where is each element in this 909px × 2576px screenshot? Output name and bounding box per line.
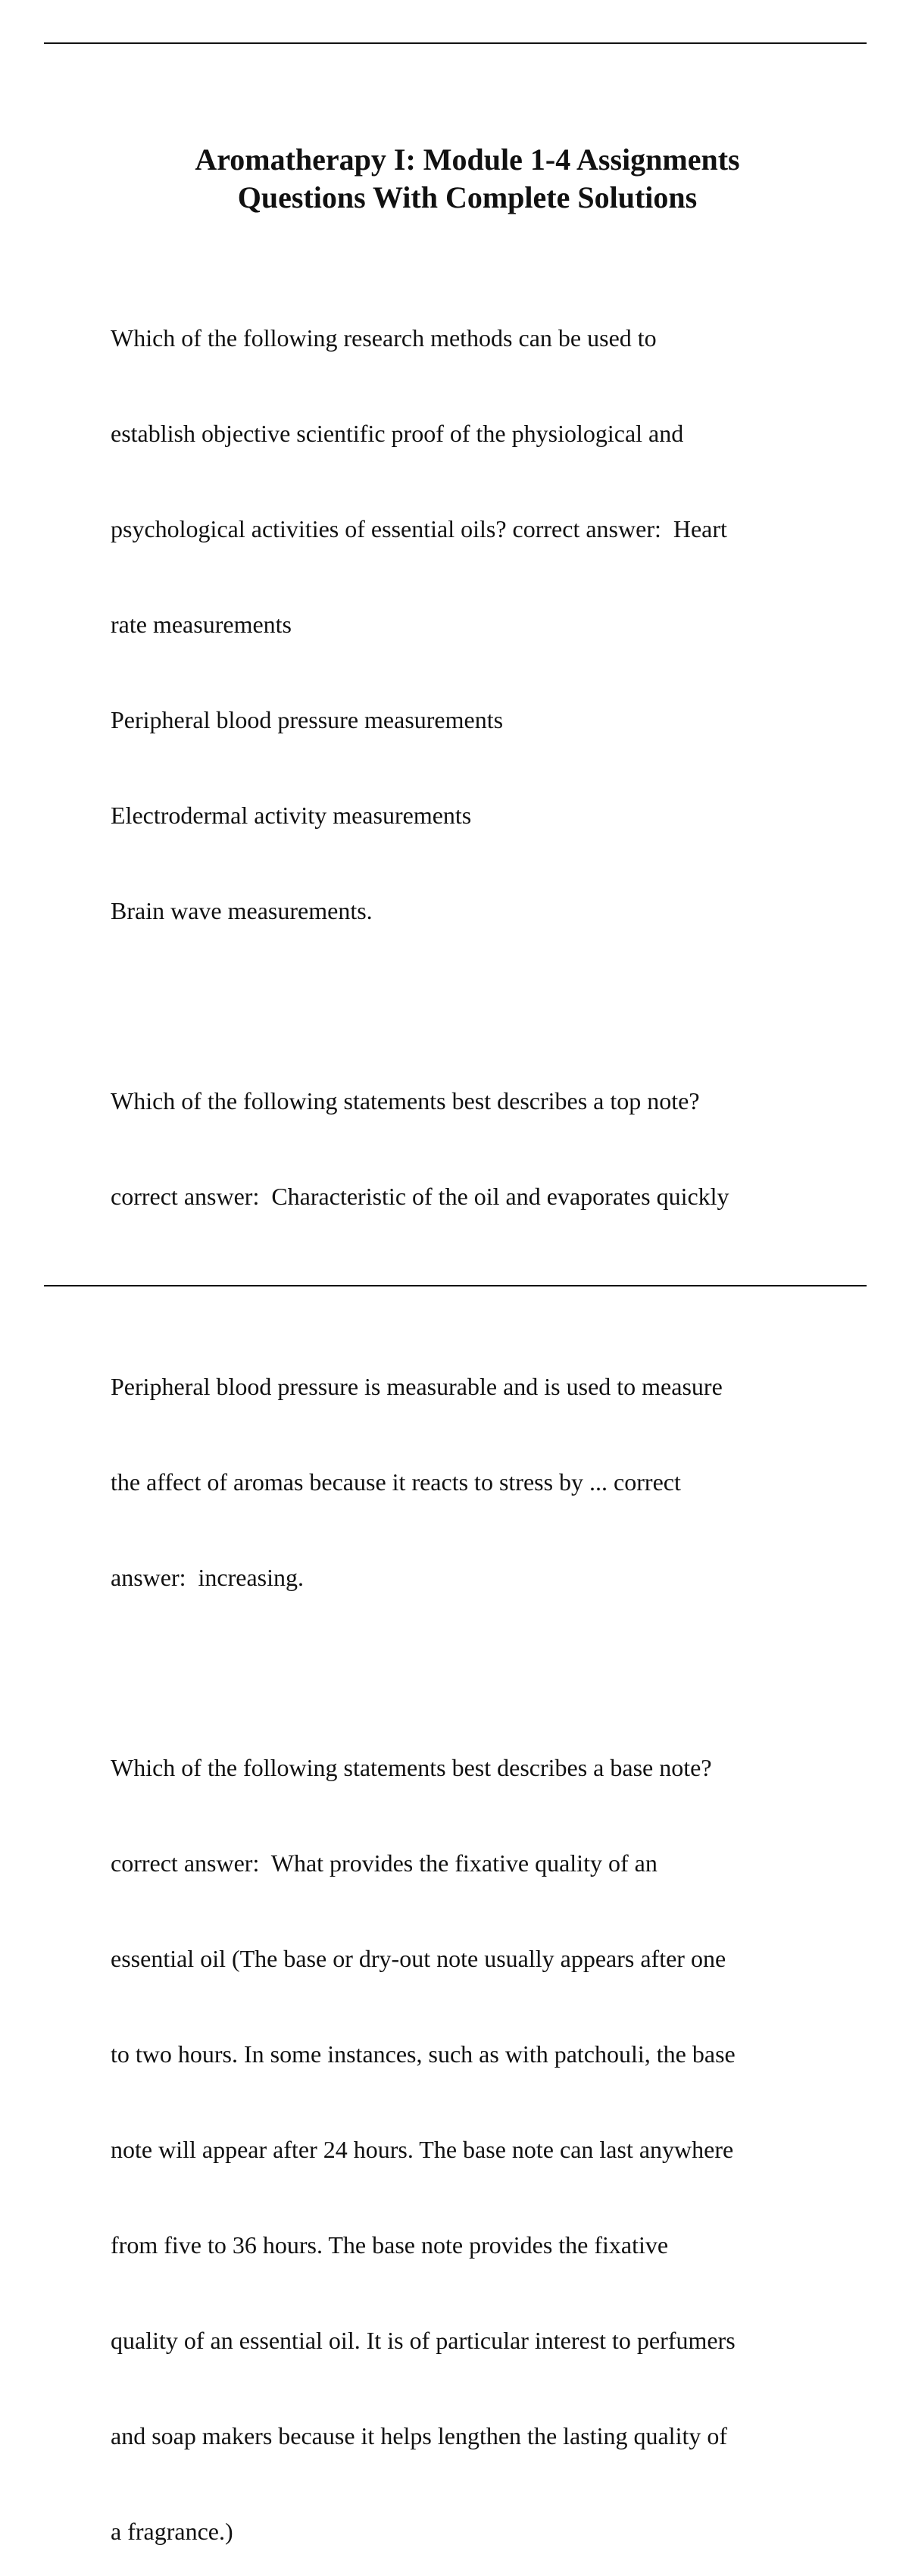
qa-item-3 <box>111 1307 826 1657</box>
page-title <box>0 141 909 217</box>
text-line: and soap makers because it helps lengthen the lasting quality of <box>111 2422 727 2449</box>
text-line: the affect of aromas because it reacts to stress by ... correct <box>111 1468 681 1496</box>
text-line: Which of the following statements best describes a top note? <box>111 1087 700 1114</box>
page-title-line-1: Aromatherapy I: Module 1-4 Assignments <box>195 142 740 177</box>
text-line: psychological activities of essential oils? correct answer: Heart <box>111 515 727 542</box>
text-line: establish objective scientific proof of the physiological and <box>111 420 684 447</box>
text-line: to two hours. In some instances, such as with patchouli, the base <box>111 2040 736 2068</box>
text-line: Which of the following research methods can be used to <box>111 324 657 352</box>
text-line: a fragrance.) <box>111 2518 233 2545</box>
bottom-divider <box>44 1285 867 1286</box>
text-line: Electrodermal activity measurements <box>111 802 472 829</box>
text-line: answer: increasing. <box>111 1564 305 1591</box>
document-body <box>111 258 826 2576</box>
qa-item-1 <box>111 258 826 990</box>
top-divider <box>44 42 867 44</box>
qa-item-2 <box>111 1021 826 1276</box>
text-line: rate measurements <box>111 611 292 638</box>
page-title-line-2: Questions With Complete Solutions <box>237 180 698 214</box>
text-line: Peripheral blood pressure measurements <box>111 706 504 733</box>
qa-item-4 <box>111 1688 826 2576</box>
text-line: quality of an essential oil. It is of particular interest to perfumers <box>111 2327 736 2354</box>
text-line: from five to 36 hours. The base note provides the fixative <box>111 2231 669 2259</box>
text-line: essential oil (The base or dry-out note usually appears after one <box>111 1945 726 1972</box>
text-line: Peripheral blood pressure is measurable and is used to measure <box>111 1373 723 1400</box>
text-line: correct answer: Characteristic of the oil and evaporates quickly <box>111 1183 729 1210</box>
text-line: Brain wave measurements. <box>111 897 373 924</box>
text-line: Which of the following statements best describes a base note? <box>111 1754 712 1781</box>
text-line: note will appear after 24 hours. The base note can last anywhere <box>111 2136 734 2163</box>
text-line: correct answer: What provides the fixative quality of an <box>111 1849 658 1877</box>
